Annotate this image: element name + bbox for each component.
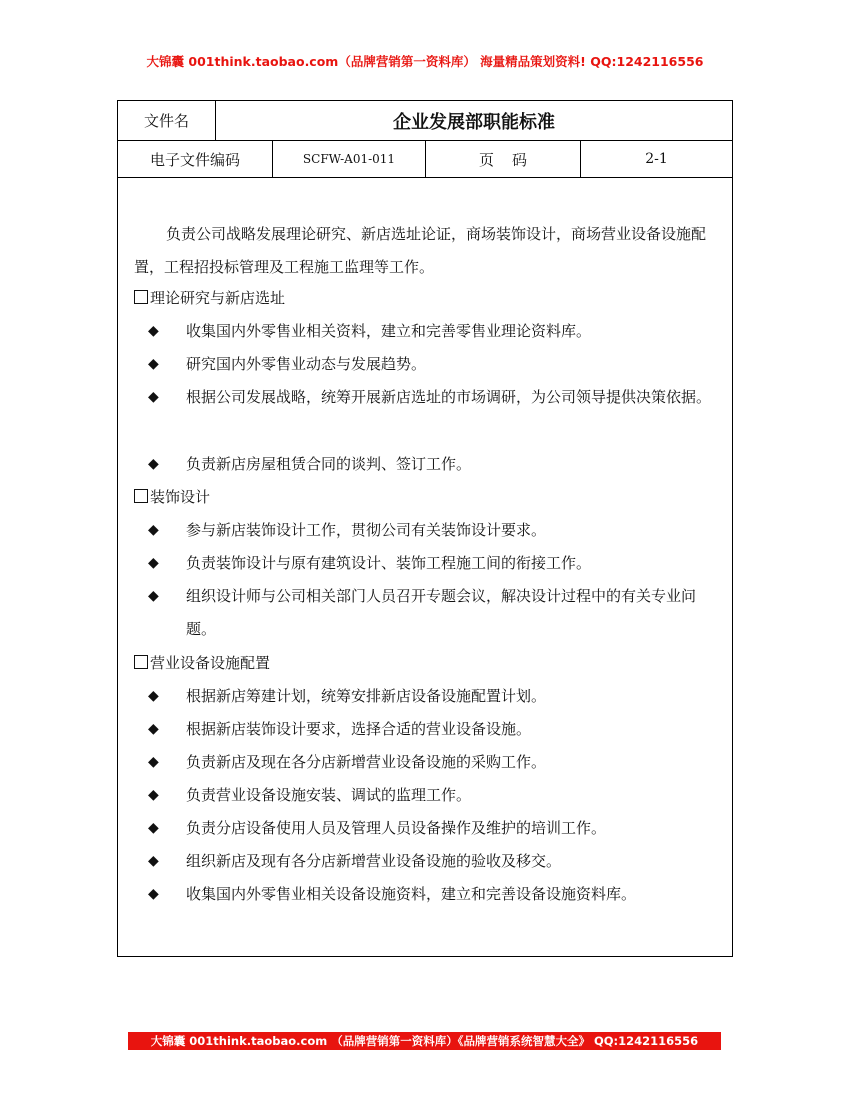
diamond-bullet-icon: ◆ <box>148 688 159 704</box>
file-name-label: 文件名 <box>143 112 189 130</box>
diamond-bullet-icon: ◆ <box>148 323 159 339</box>
list-item-text: 研究国内外零售业动态与发展趋势。 <box>186 355 427 373</box>
diamond-bullet-icon: ◆ <box>148 721 159 737</box>
section-title: 营业设备设施配置 <box>150 654 271 672</box>
list-item <box>148 315 720 348</box>
intro-paragraph: 负责公司战略发展理论研究、新店选址论证，商场装饰设计，商场营业设备设施配置，工程招投标管理及工程施工监理等工作。 <box>134 225 707 276</box>
diamond-bullet-icon: ◆ <box>148 522 159 538</box>
list-item-text: 组织新店及现有各分店新增营业设备设施的验收及移交。 <box>186 852 562 870</box>
page-label: 页码 <box>425 141 580 177</box>
list-item <box>148 878 720 911</box>
list-item <box>148 680 720 713</box>
list-item-text: 收集国内外零售业相关资料，建立和完善零售业理论资料库。 <box>186 322 592 340</box>
list-item-text: 收集国内外零售业相关设备设施资料，建立和完善设备设施资料库。 <box>186 885 637 903</box>
list-item <box>148 547 720 580</box>
diamond-bullet-icon: ◆ <box>148 356 159 372</box>
diamond-bullet-icon: ◆ <box>148 886 159 902</box>
list-item <box>148 448 720 481</box>
code-label: 电子文件编码 <box>149 150 240 169</box>
list-item <box>148 348 720 381</box>
section-title: 装饰设计 <box>150 488 211 506</box>
document-table <box>117 100 733 957</box>
diamond-bullet-icon: ◆ <box>148 588 159 604</box>
list-item <box>148 746 720 779</box>
section-title: 理论研究与新店选址 <box>150 289 286 307</box>
document-title: 企业发展部职能标准 <box>215 101 732 140</box>
list-item <box>148 381 720 414</box>
list-item-text: 负责新店房屋租赁合同的谈判、签订工作。 <box>186 455 472 473</box>
diamond-bullet-icon: ◆ <box>148 820 159 836</box>
checkbox-icon <box>134 655 148 669</box>
list-item <box>148 779 720 812</box>
checkbox-icon <box>134 489 148 503</box>
code-value: SCFW-A01-011 <box>272 141 425 177</box>
diamond-bullet-icon: ◆ <box>148 853 159 869</box>
diamond-bullet-icon: ◆ <box>148 456 159 472</box>
list-item <box>148 580 720 646</box>
title-row <box>118 101 732 141</box>
diamond-bullet-icon: ◆ <box>148 754 159 770</box>
list-item <box>148 713 720 746</box>
list-item-text: 负责装饰设计与原有建筑设计、装饰工程施工间的衔接工作。 <box>186 554 592 572</box>
list-item-text: 负责新店及现在各分店新增营业设备设施的采购工作。 <box>186 753 547 771</box>
list-item-text: 根据新店筹建计划，统筹安排新店设备设施配置计划。 <box>186 687 547 705</box>
list-item <box>148 514 720 547</box>
section-heading <box>134 481 210 514</box>
section-heading <box>134 282 285 315</box>
list-item <box>148 845 720 878</box>
list-item-text: 根据新店装饰设计要求，选择合适的营业设备设施。 <box>186 720 532 738</box>
header-banner: 大锦囊 001think.taobao.com（品牌营销第一资料库） 海量精品策划资料! QQ:1242116556 <box>146 54 704 69</box>
meta-row <box>118 141 732 178</box>
list-item-text: 组织设计师与公司相关部门人员召开专题会议，解决设计过程中的有关专业问题。 <box>186 587 697 638</box>
diamond-bullet-icon: ◆ <box>148 787 159 803</box>
list-item-text: 负责分店设备使用人员及管理人员设备操作及维护的培训工作。 <box>186 819 607 837</box>
list-item <box>148 812 720 845</box>
diamond-bullet-icon: ◆ <box>148 555 159 571</box>
section-heading <box>134 647 270 680</box>
list-item-text: 参与新店装饰设计工作，贯彻公司有关装饰设计要求。 <box>186 521 547 539</box>
diamond-bullet-icon: ◆ <box>148 389 159 405</box>
footer-banner: 大锦囊 001think.taobao.com （品牌营销第一资料库）《品牌营销系统智慧大全》 QQ:1242116556 <box>128 1032 721 1050</box>
list-item-text: 负责营业设备设施安装、调试的监理工作。 <box>186 786 472 804</box>
checkbox-icon <box>134 290 148 304</box>
list-item-text: 根据公司发展战略，统筹开展新店选址的市场调研，为公司领导提供决策依据。 <box>186 388 712 406</box>
page-value: 2-1 <box>580 141 732 177</box>
